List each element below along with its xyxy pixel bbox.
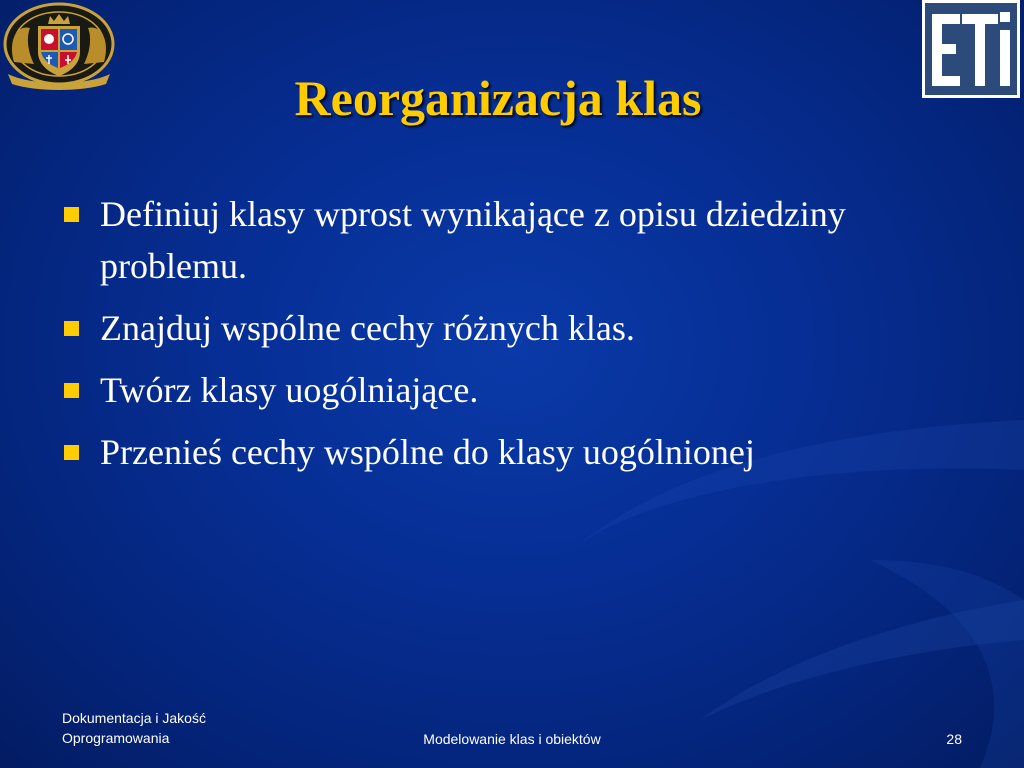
footer-course-line2: Oprogramowania [62, 730, 170, 746]
bullet-list [60, 188, 960, 488]
bullet-square-icon [64, 321, 79, 336]
footer-course-name [62, 708, 302, 748]
bullet-text: Twórz klasy uogólniające. [100, 370, 479, 410]
footer-page-number: 28 [946, 731, 962, 747]
bullet-text: Znajduj wspólne cechy różnych klas. [100, 308, 635, 348]
footer-topic: Modelowanie klas i obiektów [423, 731, 601, 747]
bullet-square-icon [64, 383, 79, 398]
bullet-text: Przenieś cechy wspólne do klasy uogólnionej [100, 432, 755, 472]
bullet-item [60, 426, 960, 478]
bullet-square-icon [64, 445, 79, 460]
footer-course-line1: Dokumentacja i Jakość [62, 710, 206, 726]
slide-title: Reorganizacja klas [294, 70, 702, 126]
bullet-item [60, 364, 960, 416]
bullet-square-icon [64, 207, 79, 222]
bullet-text: Definiuj klasy wprost wynikające z opisu dziedziny problemu. [100, 194, 846, 286]
bullet-item [60, 188, 960, 292]
bullet-item [60, 302, 960, 354]
